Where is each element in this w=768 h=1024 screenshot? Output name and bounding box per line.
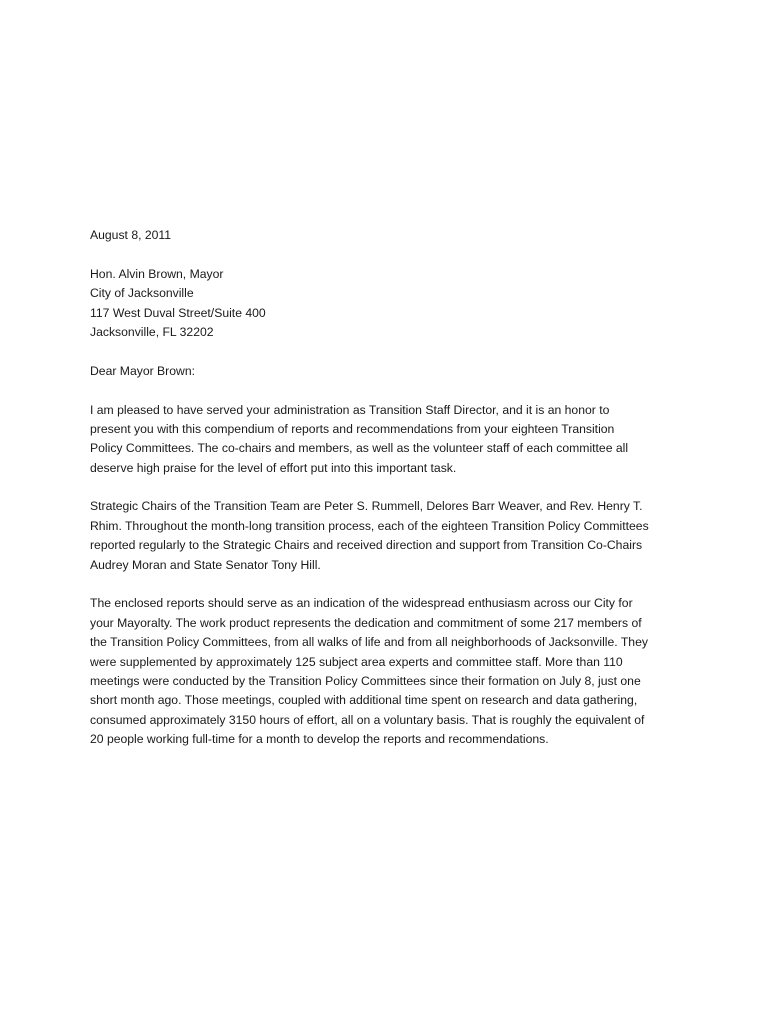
paragraph-line: reported regularly to the Strategic Chairs and received direction and support from Transition Co-Chairs	[90, 538, 643, 553]
recipient-line: Hon. Alvin Brown, Mayor	[90, 266, 224, 281]
paragraph-3	[90, 594, 690, 749]
paragraph-line: Rhim. Throughout the month-long transition process, each of the eighteen Transition Policy Committees	[90, 518, 649, 533]
paragraph-line: 20 people working full-time for a month to develop the reports and recommendations.	[90, 732, 549, 747]
paragraph-line: consumed approximately 3150 hours of effort, all on a voluntary basis. That is roughly the equivalent of	[90, 712, 645, 727]
recipient-line: Jacksonville, FL 32202	[90, 324, 214, 339]
salutation: Dear Mayor Brown:	[90, 363, 195, 378]
paragraph-line: I am pleased to have served your administration as Transition Staff Director, and it is an honor to	[90, 402, 610, 417]
paragraph-line: present you with this compendium of reports and recommendations from your eighteen Transition	[90, 421, 615, 436]
spacer	[90, 342, 690, 361]
paragraph-line: Policy Committees. The co-chairs and members, as well as the volunteer staff of each committee all	[90, 441, 629, 456]
recipient-line: 117 West Duval Street/Suite 400	[90, 305, 266, 320]
paragraph-line: Audrey Moran and State Senator Tony Hill.	[90, 557, 321, 572]
letter-body	[90, 226, 690, 750]
paragraph-line: Strategic Chairs of the Transition Team are Peter S. Rummell, Delores Barr Weaver, and Rev. Henry T.	[90, 499, 643, 514]
paragraph-1	[90, 401, 690, 479]
paragraph-line: were supplemented by approximately 125 subject area experts and committee staff. More than 110	[90, 654, 623, 669]
paragraph-line: deserve high praise for the level of effort put into this important task.	[90, 460, 457, 475]
spacer	[90, 575, 690, 594]
paragraph-line: the Transition Policy Committees, from all walks of life and from all neighborhoods of Jacksonville. They	[90, 635, 648, 650]
spacer	[90, 245, 690, 264]
letter-date: August 8, 2011	[90, 228, 172, 242]
paragraph-line: The enclosed reports should serve as an indication of the widespread enthusiasm across our City for	[90, 596, 633, 611]
recipient-line: City of Jacksonville	[90, 286, 194, 301]
paragraph-line: meetings were conducted by the Transition Policy Committees since their formation on July 8, just one	[90, 673, 641, 688]
spacer	[90, 478, 690, 497]
recipient-address	[90, 265, 690, 343]
paragraph-line: short month ago. Those meetings, coupled with additional time spent on research and data gathering,	[90, 693, 638, 708]
paragraph-2	[90, 497, 690, 575]
spacer	[90, 381, 690, 400]
paragraph-line: your Mayoralty. The work product represents the dedication and commitment of some 217 members of	[90, 615, 642, 630]
